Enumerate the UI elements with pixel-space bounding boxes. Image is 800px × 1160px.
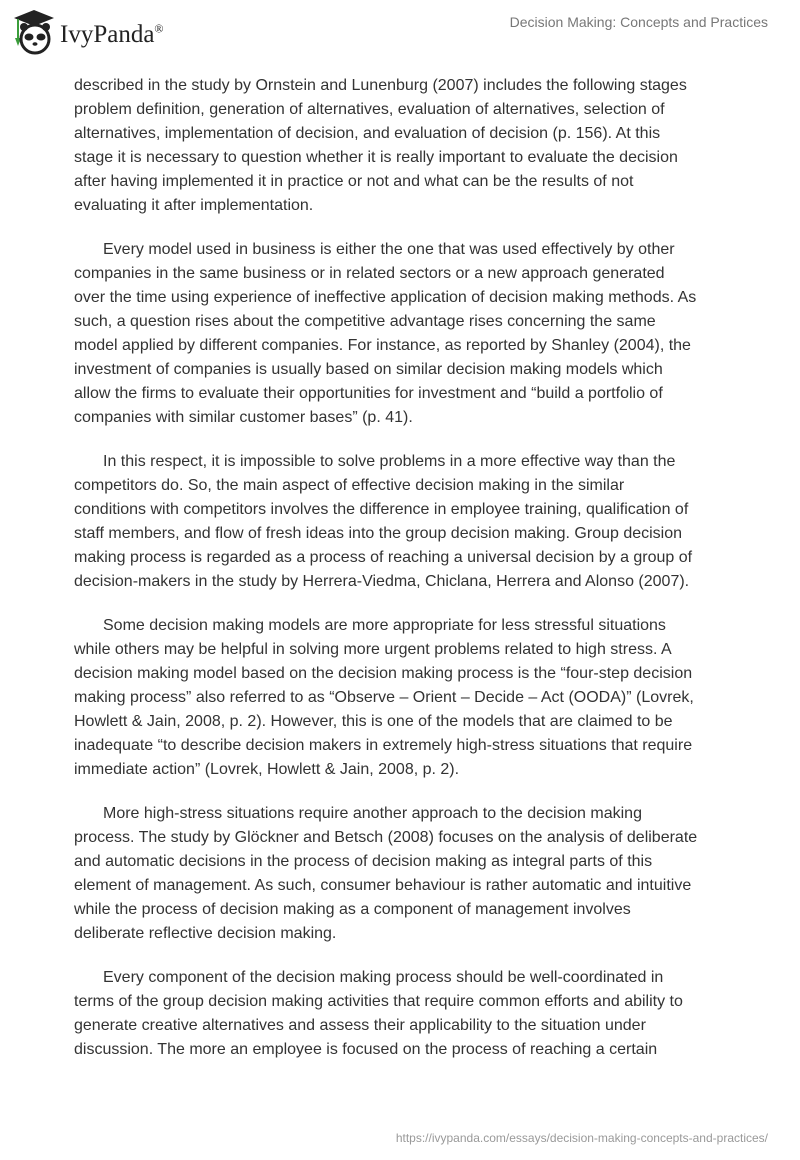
text-line: described in the study by Ornstein and Lunenburg (2007) includes the following stages [74, 77, 687, 94]
paragraph [74, 238, 774, 430]
text-line: generate creative alternatives and assess their applicability to the situation under [74, 1017, 646, 1034]
paragraph [74, 450, 774, 594]
text-line: making process is regarded as a process of reaching a universal decision by a group of [74, 549, 693, 566]
paragraph [74, 74, 774, 218]
essay-body [74, 74, 774, 1082]
document-title: Decision Making: Concepts and Practices [509, 14, 768, 30]
text-line: Some decision making models are more appropriate for less stressful situations [103, 617, 666, 634]
text-line: while others may be helpful in solving more urgent problems related to high stress. A [74, 641, 672, 658]
text-line: after having implemented it in practice or not and what can be the results of not [74, 173, 634, 190]
text-line: allow the firms to evaluate their opportunities for investment and “build a portfolio of [74, 385, 663, 402]
text-line: companies in the same business or in related sectors or a new approach generated [74, 265, 665, 282]
text-line: problem definition, generation of alternatives, evaluation of alternatives, selection of [74, 101, 665, 118]
text-line: staff members, and flow of fresh ideas into the group decision making. Group decision [74, 525, 683, 542]
text-line: decision making model based on the decision making process is the “four-step decision [74, 665, 693, 682]
registered-mark: ® [154, 21, 164, 36]
text-line: investment of companies is usually based on similar decision making models which [74, 361, 663, 378]
text-line: Howlett & Jain, 2008, p. 2). However, this is one of the models that are claimed to be [74, 713, 673, 730]
text-line: process. The study by Glöckner and Betsch (2008) focuses on the analysis of deliberate [74, 829, 698, 846]
text-line: deliberate reflective decision making. [74, 925, 337, 942]
text-line: competitors do. So, the main aspect of effective decision making in the similar [74, 477, 625, 494]
text-line: More high-stress situations require another approach to the decision making [103, 805, 642, 822]
text-line: element of management. As such, consumer behaviour is rather automatic and intuitive [74, 877, 692, 894]
text-line: evaluating it after implementation. [74, 197, 314, 214]
text-line: Every component of the decision making process should be well-coordinated in [103, 969, 664, 986]
text-line: such, a question rises about the competitive advantage rises concerning the same [74, 313, 656, 330]
text-line: making process” also referred to as “Observe – Orient – Decide – Act (OODA)” (Lovrek, [74, 689, 694, 706]
paragraph [74, 614, 774, 782]
text-line: alternatives, implementation of decision, and evaluation of decision (p. 156). At this [74, 125, 661, 142]
text-line: conditions with competitors involves the difference in employee training, qualification of [74, 501, 689, 518]
panda-graduate-icon [12, 8, 56, 56]
text-line: inadequate “to describe decision makers in extremely high-stress situations that require [74, 737, 693, 754]
paragraph [74, 966, 774, 1062]
ivypanda-logo[interactable] [12, 8, 164, 56]
text-line: terms of the group decision making activities that require common efforts and ability to [74, 993, 683, 1010]
text-line: discussion. The more an employee is focused on the process of reaching a certain [74, 1041, 658, 1058]
text-line: companies with similar customer bases” (p. 41). [74, 409, 413, 426]
text-line: immediate action” (Lovrek, Howlett & Jain, 2008, p. 2). [74, 761, 460, 778]
logo-text: IvyPanda [60, 21, 155, 48]
source-url[interactable]: https://ivypanda.com/essays/decision-making-concepts-and-practices/ [395, 1131, 768, 1145]
text-line: while the process of decision making as a component of management involves [74, 901, 631, 918]
paragraph [74, 802, 774, 946]
text-line: decision-makers in the study by Herrera-Viedma, Chiclana, Herrera and Alonso (2007). [74, 573, 690, 590]
text-line: model applied by different companies. For instance, as reported by Shanley (2004), the [74, 337, 691, 354]
text-line: over the time using experience of ineffective application of decision making methods. As [74, 289, 697, 306]
text-line: Every model used in business is either the one that was used effectively by other [103, 241, 675, 258]
text-line: and automatic decisions in the process of decision making as integral parts of this [74, 853, 653, 870]
text-line: stage it is necessary to question whether it is really important to evaluate the decision [74, 149, 678, 166]
text-line: In this respect, it is impossible to solve problems in a more effective way than the [103, 453, 676, 470]
